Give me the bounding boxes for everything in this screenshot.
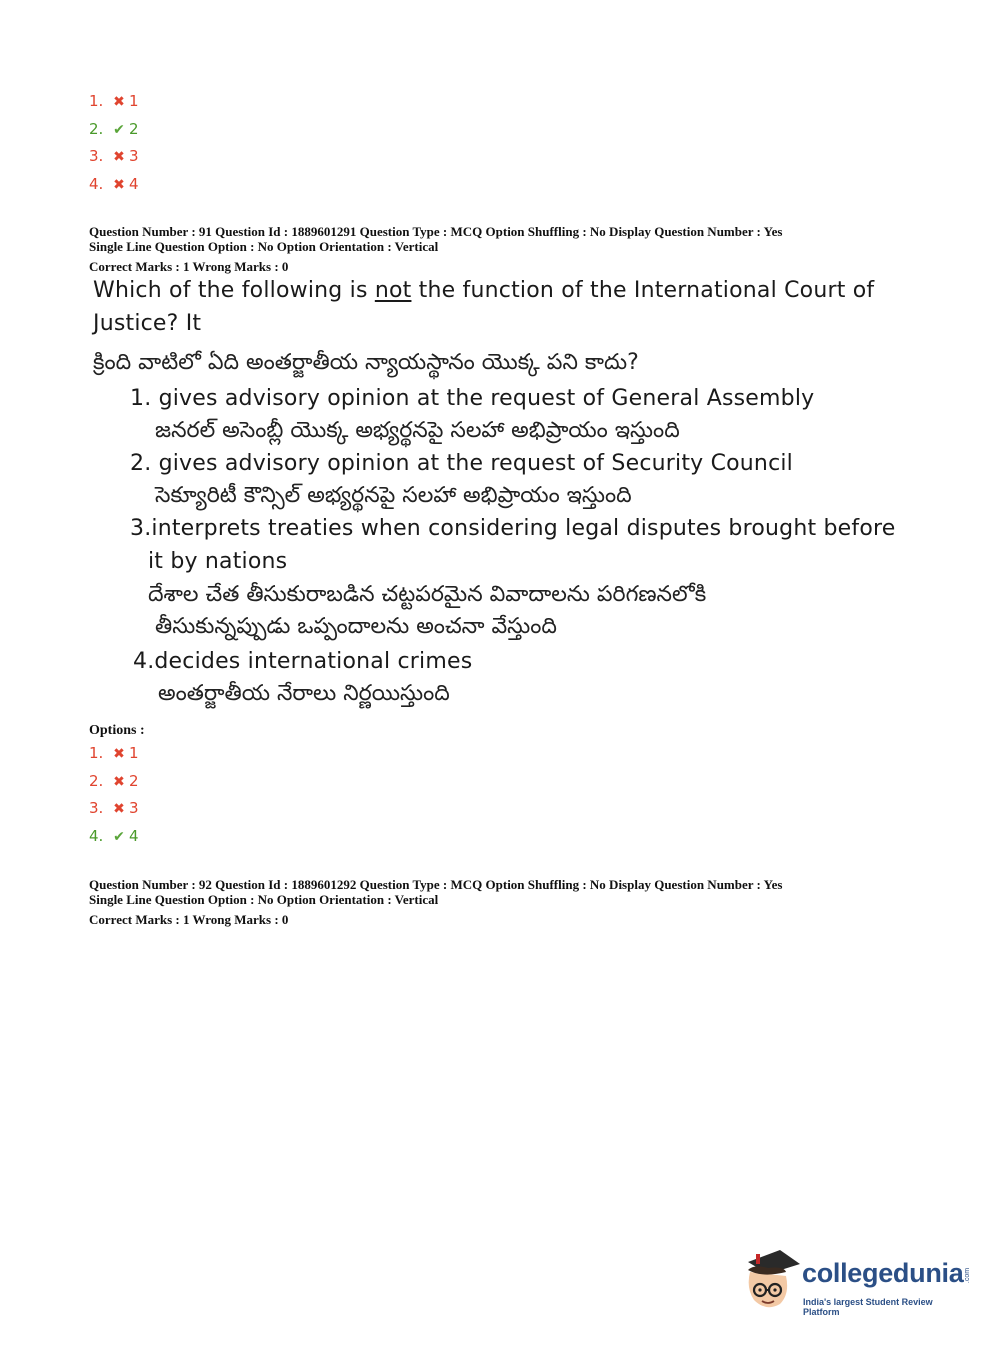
list-item	[89, 171, 139, 199]
list-item	[89, 768, 139, 796]
option-label: 3	[129, 147, 139, 165]
list-item	[89, 116, 139, 144]
option-3-telugu-line-1: దేశాల చేత తీసుకురాబడిన చట్టపరమైన వివాదాలను పరిగణనలోకి	[148, 582, 707, 607]
option-label: 1	[129, 92, 139, 110]
question-text-part: Which of the following is	[93, 278, 375, 303]
option-number: 2.	[89, 771, 104, 790]
question-91-options-list	[89, 740, 139, 850]
meta-line: Single Line Question Option : No Option Orientation : Vertical	[89, 892, 439, 907]
option-number: 4.	[89, 826, 104, 845]
cross-icon: ✖	[113, 94, 125, 110]
option-1-english: 1. gives advisory opinion at the request of General Assembly	[130, 386, 815, 411]
option-1-telugu: జనరల్ అసెంబ్లీ యొక్క అభ్యర్థనపై సలహా అభిప్రాయం ఇస్తుంది	[155, 418, 680, 443]
previous-options-list	[89, 88, 139, 198]
check-icon: ✔	[113, 828, 125, 845]
question-text-telugu: క్రింది వాటిలో ఏది అంతర్జాతీయ న్యాయస్థానం యొక్క పని కాదు?	[93, 350, 639, 375]
meta-line: Correct Marks : 1 Wrong Marks : 0	[89, 259, 289, 274]
option-3-telugu-line-2: తీసుకున్నప్పుడు ఒప్పందాలను అంచనా వేస్తుంది	[155, 614, 557, 639]
question-91-meta	[89, 224, 782, 274]
logo-wordmark: collegedunia	[802, 1258, 964, 1288]
meta-line: Correct Marks : 1 Wrong Marks : 0	[89, 912, 289, 927]
options-heading: Options :	[89, 723, 145, 738]
option-4-english: 4.decides international crimes	[133, 649, 473, 674]
list-item	[89, 143, 139, 171]
list-item	[89, 88, 139, 116]
list-item	[89, 795, 139, 823]
collegedunia-logo	[740, 1248, 970, 1318]
meta-line: Question Number : 91 Question Id : 1889601291 Question Type : MCQ Option Shuffling : No Display Question Number : Yes	[89, 224, 783, 239]
question-text-part: the function of the International Court of	[411, 278, 875, 303]
meta-line: Single Line Question Option : No Option Orientation : Vertical	[89, 239, 439, 254]
option-2-telugu: సెక్యూరిటీ కౌన్సిల్ అభ్యర్థనపై సలహా అభిప్రాయం ఇస్తుంది	[155, 483, 632, 508]
option-label: 4	[129, 174, 139, 193]
option-2-english: 2. gives advisory opinion at the request of Security Council	[130, 451, 793, 476]
logo-domain: .com	[964, 1267, 972, 1284]
option-number: 3.	[89, 799, 104, 817]
option-number: 3.	[89, 147, 104, 165]
option-number: 1.	[89, 744, 104, 762]
cross-icon: ✖	[113, 773, 125, 790]
list-item	[89, 823, 139, 851]
cross-icon: ✖	[113, 149, 125, 165]
question-text-line-1	[93, 278, 874, 303]
emphasis-not: not	[374, 278, 412, 303]
cross-icon: ✖	[113, 176, 125, 193]
option-3-english-line-1: 3.interprets treaties when considering legal disputes brought before	[130, 516, 896, 541]
option-4-telugu: అంతర్జాతీయ నేరాలు నిర్ణయిస్తుంది	[158, 681, 450, 706]
option-label: 2	[129, 771, 139, 790]
option-label: 1	[129, 744, 139, 762]
question-92-meta	[89, 877, 782, 927]
cross-icon: ✖	[113, 801, 125, 817]
cross-icon: ✖	[113, 746, 125, 762]
student-mascot-icon	[740, 1248, 804, 1318]
option-number: 2.	[89, 119, 104, 138]
meta-line: Question Number : 92 Question Id : 1889601292 Question Type : MCQ Option Shuffling : No Display Question Number : Yes	[89, 877, 783, 892]
logo-tagline: India's largest Student Review Platform	[803, 1297, 933, 1317]
question-text-line-2: Justice? It	[93, 311, 202, 336]
option-label: 3	[129, 799, 139, 817]
option-label: 2	[129, 119, 139, 138]
option-number: 4.	[89, 174, 104, 193]
list-item	[89, 740, 139, 768]
option-3-english-line-2: it by nations	[148, 549, 288, 574]
check-icon: ✔	[113, 121, 125, 138]
option-label: 4	[129, 826, 139, 845]
option-number: 1.	[89, 92, 104, 110]
